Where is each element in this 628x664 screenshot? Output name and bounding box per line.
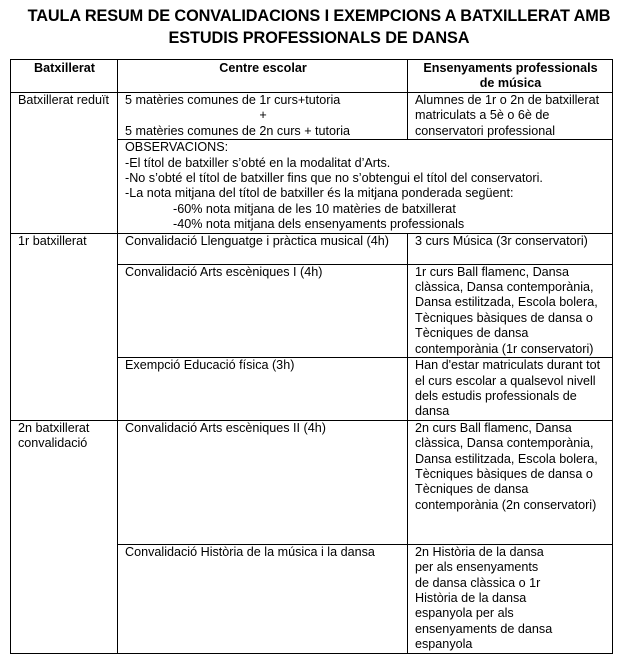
observation-line: -El títol de batxiller s’obté en la modalitat d’Arts. [125, 155, 391, 170]
plus-sign: + [259, 108, 267, 123]
centre-cell-reduit [118, 93, 408, 140]
ensenyaments-line: 2n Història de la dansa [415, 544, 544, 559]
centre-line: 5 matèries comunes de 2n curs + tutoria [125, 123, 351, 138]
centre-cell: Exempció Educació física (3h) [118, 358, 408, 421]
header-ensenyaments: Ensenyaments professionals de música [408, 60, 613, 93]
observation-line: -La nota mitjana del títol de batxiller és la mitjana ponderada següent: [125, 186, 514, 201]
ensenyaments-line: de dansa clàssica o 1r [415, 575, 541, 590]
centre-line: 5 matèries comunes de 1r curs+tutoria [125, 93, 341, 107]
ensenyaments-line: espanyola per als [415, 606, 514, 621]
observations-heading: OBSERVACIONS: [125, 140, 229, 155]
ensenyaments-cell: 1r curs Ball flamenc, Dansa clàssica, Dansa contemporània, Dansa estilitzada, Escola bolera, Tècniques bàsiques de dansa o Tècniques de dansa contemporània (1r conservatori) [408, 264, 613, 357]
row-label-1r: 1r batxillerat [11, 233, 118, 420]
ensenyaments-line: per als ensenyaments [415, 560, 539, 575]
table-row [11, 93, 613, 140]
ensenyaments-line: Història de la dansa [415, 590, 527, 605]
table-row [11, 420, 613, 544]
ensenyaments-cell-reduit: Alumnes de 1r o 2n de batxillerat matriculats a 5è o 6è de conservatori professional [408, 93, 613, 140]
table-row [11, 233, 613, 264]
row-label-2n: 2n batxillerat convalidació [11, 420, 118, 653]
observation-sub-line: -40% nota mitjana dels ensenyaments professionals [173, 217, 465, 232]
centre-cell: Convalidació Història de la música i la dansa [118, 544, 408, 653]
row-label-reduit: Batxillerat reduït [11, 93, 118, 234]
header-centre-escolar: Centre escolar [118, 60, 408, 93]
convalidations-table [10, 59, 613, 654]
ensenyaments-cell [408, 544, 613, 653]
ensenyaments-line: ensenyaments de dansa [415, 621, 553, 636]
observation-sub-line: -60% nota mitjana de les 10 matèries de batxillerat [173, 201, 456, 216]
centre-cell: Convalidació Arts escèniques II (4h) [118, 420, 408, 544]
ensenyaments-cell: 3 curs Música (3r conservatori) [408, 233, 613, 264]
header-batxillerat: Batxillerat [11, 60, 118, 93]
observation-line: -No s’obté el títol de batxiller fins que no s’obtengui el títol del conservatori. [125, 171, 543, 186]
title-line-2: ESTUDIS PROFESSIONALS DE DANSA [168, 29, 470, 47]
document-title [10, 5, 628, 49]
centre-cell: Convalidació Arts escèniques I (4h) [118, 264, 408, 357]
table-header-row [11, 60, 613, 93]
centre-cell: Convalidació Llenguatge i pràctica musical (4h) [118, 233, 408, 264]
ensenyaments-cell: Han d'estar matriculats durant tot el curs escolar a qualsevol nivell dels estudis professionals de dansa [408, 358, 613, 421]
ensenyaments-cell: 2n curs Ball flamenc, Dansa clàssica, Dansa contemporània, Dansa estilitzada, Escola bolera, Tècniques bàsiques de dansa o Tècniques de dansa contemporània (2n conservatori) [408, 420, 613, 544]
ensenyaments-line: espanyola [415, 637, 473, 652]
title-line-1: TAULA RESUM DE CONVALIDACIONS I EXEMPCIONS A BATXILLERAT AMB [27, 7, 611, 25]
observations-cell [118, 140, 613, 233]
